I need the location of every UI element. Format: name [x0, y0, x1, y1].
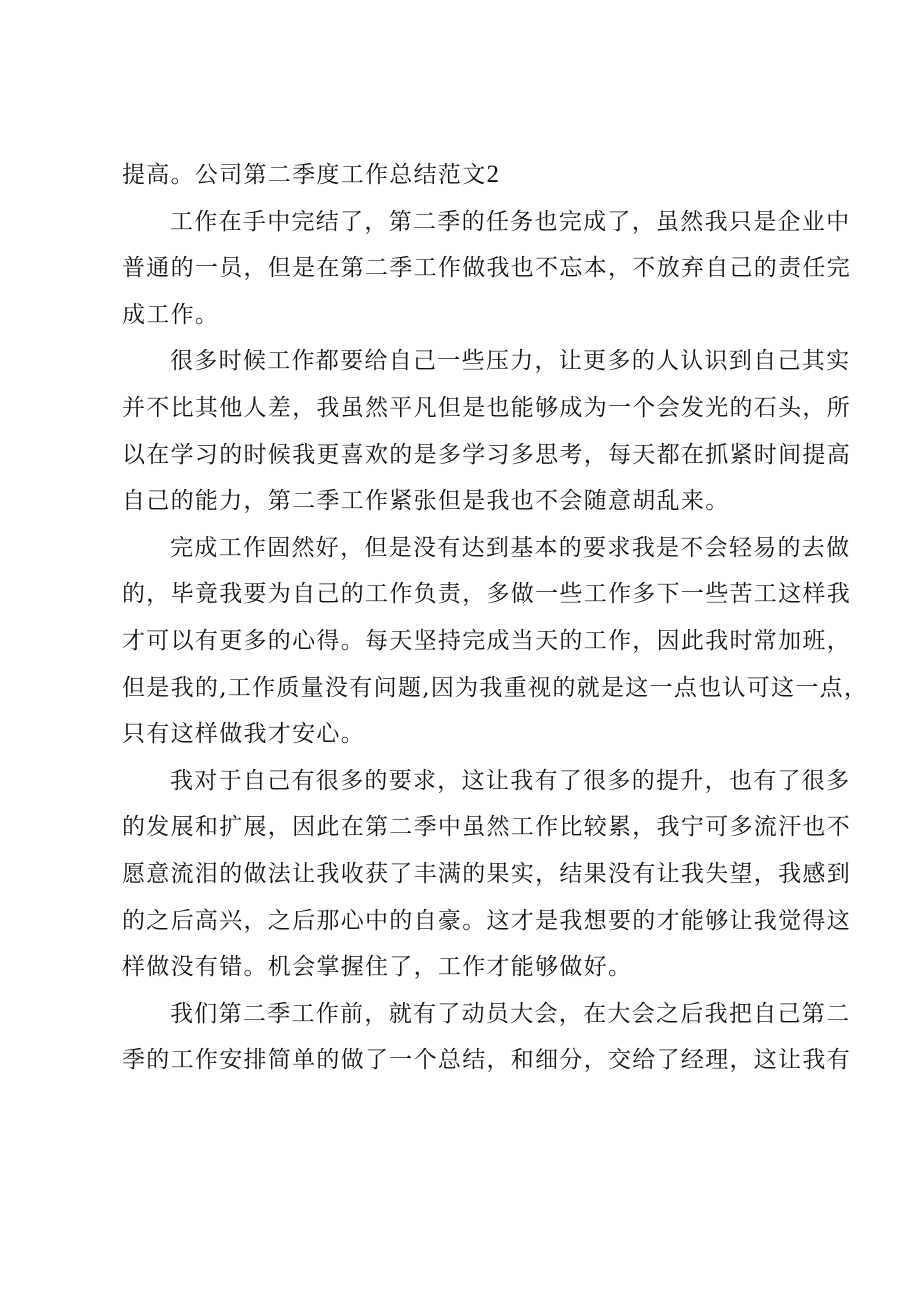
paragraph-2 — [122, 338, 851, 524]
paragraph-line: 样做没有错。机会掌握住了，工作才能够做好。 — [122, 954, 633, 981]
paragraph-line: 的发展和扩展，因此在第二季中虽然工作比较累，我宁可多流汗也不 — [122, 814, 851, 841]
paragraph-1 — [122, 199, 851, 339]
paragraph-4 — [122, 758, 851, 991]
paragraph-line: 自己的能力，第二季工作紧张但是我也不会随意胡乱来。 — [122, 488, 730, 515]
paragraph-line: 的，毕竟我要为自己的工作负责，多做一些工作多下一些苦工这样我 — [122, 581, 851, 608]
paragraph-line: 季的工作安排简单的做了一个总结，和细分，交给了经理，这让我有 — [122, 1047, 851, 1074]
paragraph-line: 我对于自己有很多的要求，这让我有了很多的提升，也有了很多 — [170, 767, 851, 794]
section-title: 公司第二季度工作总结范文 — [194, 162, 487, 188]
paragraph-line: 只有这样做我才安心。 — [122, 721, 365, 748]
paragraph-line: 普通的一员，但是在第二季工作做我也不忘本，不放弃自己的责任完 — [122, 255, 851, 282]
paragraph-line: 很多时候工作都要给自己一些压力，让更多的人认识到自己其实 — [170, 348, 851, 375]
paragraph-line: 愿意流泪的做法让我收获了丰满的果实，结果没有让我失望，我感到 — [122, 860, 851, 887]
paragraph-5 — [122, 991, 851, 1084]
heading-line — [122, 152, 822, 199]
paragraph-line: 并不比其他人差，我虽然平凡但是也能够成为一个会发光的石头，所 — [122, 394, 851, 421]
paragraph-line: 工作在手中完结了，第二季的任务也完成了，虽然我只是企业中 — [170, 208, 851, 235]
paragraph-line: 我们第二季工作前，就有了动员大会，在大会之后我把自己第二 — [170, 1000, 851, 1027]
paragraph-line: 以在学习的时候我更喜欢的是多学习多思考，每天都在抓紧时间提高 — [122, 441, 851, 468]
section-number: 2 — [486, 161, 501, 188]
paragraph-line: 但是我的,工作质量没有问题,因为我重视的就是这一点也认可这一点， — [122, 674, 869, 701]
continuation-text: 提高。 — [122, 162, 195, 188]
paragraph-line: 完成工作固然好，但是没有达到基本的要求我是不会轻易的去做 — [170, 534, 851, 561]
paragraph-3 — [122, 525, 869, 758]
paragraph-line: 的之后高兴，之后那心中的自豪。这才是我想要的才能够让我觉得这 — [122, 907, 851, 934]
paragraph-line: 才可以有更多的心得。每天坚持完成当天的工作，因此我时常加班， — [122, 627, 851, 654]
paragraph-line: 成工作。 — [122, 301, 220, 328]
document-body — [122, 152, 869, 1084]
